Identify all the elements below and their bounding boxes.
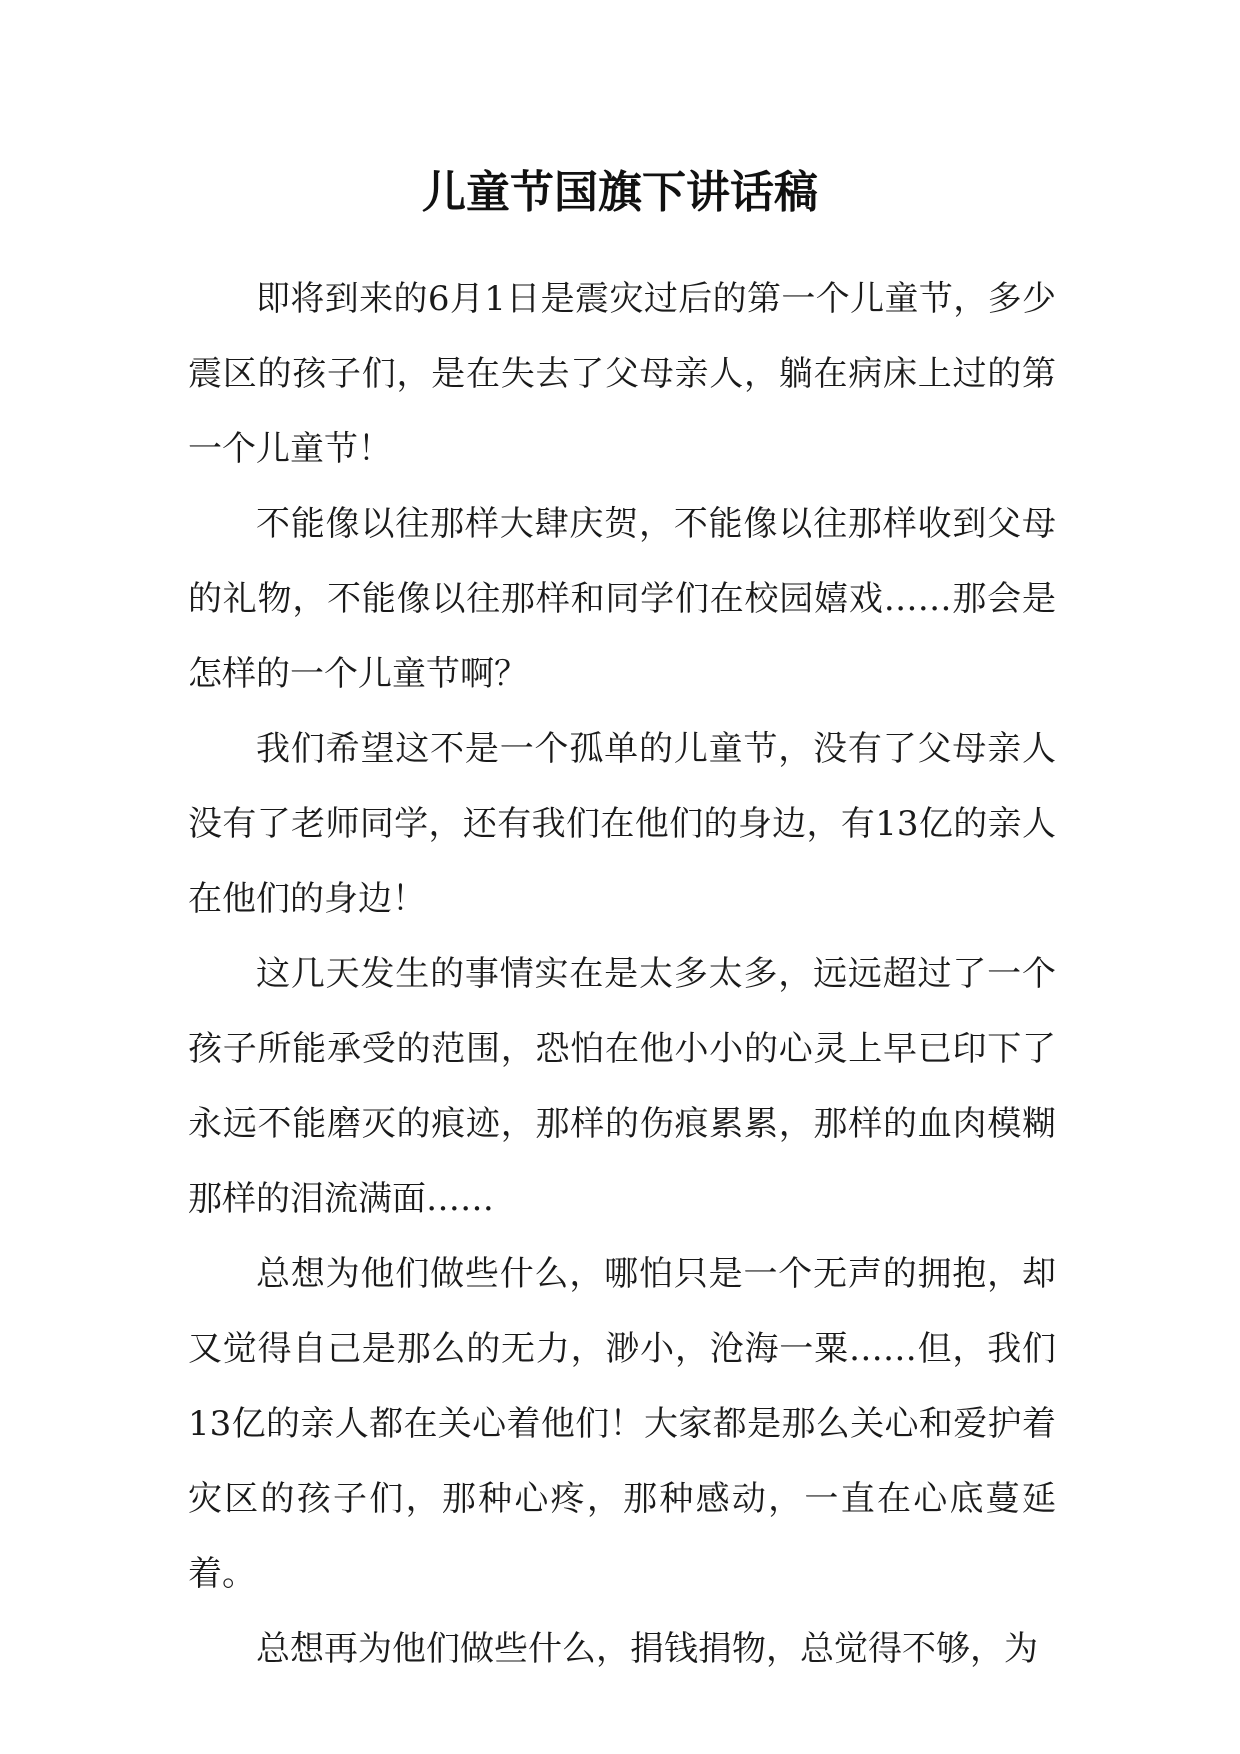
- paragraph-6: 总想再为他们做些什么，捐钱捐物，总觉得不够，为: [256, 1629, 1038, 1669]
- document-title: 儿童节国旗下讲话稿: [422, 167, 818, 218]
- paragraph-5: 总想为他们做些什么，哪怕只是一个无声的拥抱，却又觉得自己是那么的无力，渺小，沧海一粟……但，我们13亿的亲人都在关心着他们！大家都是那么关心和爱护着灾区的孩子们，那种心疼，那种感动，一直在心底蔓延着。: [188, 1254, 1056, 1594]
- document-body: [188, 262, 1056, 1687]
- paragraph-2: 不能像以往那样大肆庆贺，不能像以往那样收到父母的礼物，不能像以往那样和同学们在校园嬉戏……那会是怎样的一个儿童节啊？: [188, 504, 1056, 694]
- paragraph-3: 我们希望这不是一个孤单的儿童节，没有了父母亲人没有了老师同学，还有我们在他们的身边，有13亿的亲人在他们的身边！: [188, 729, 1056, 919]
- paragraph-4: 这几天发生的事情实在是太多太多，远远超过了一个孩子所能承受的范围，恐怕在他小小的心灵上早已印下了永远不能磨灭的痕迹，那样的伤痕累累，那样的血肉模糊那样的泪流满面……: [188, 954, 1056, 1219]
- paragraph-1: 即将到来的6月1日是震灾过后的第一个儿童节，多少震区的孩子们，是在失去了父母亲人，躺在病床上过的第一个儿童节！: [188, 279, 1056, 469]
